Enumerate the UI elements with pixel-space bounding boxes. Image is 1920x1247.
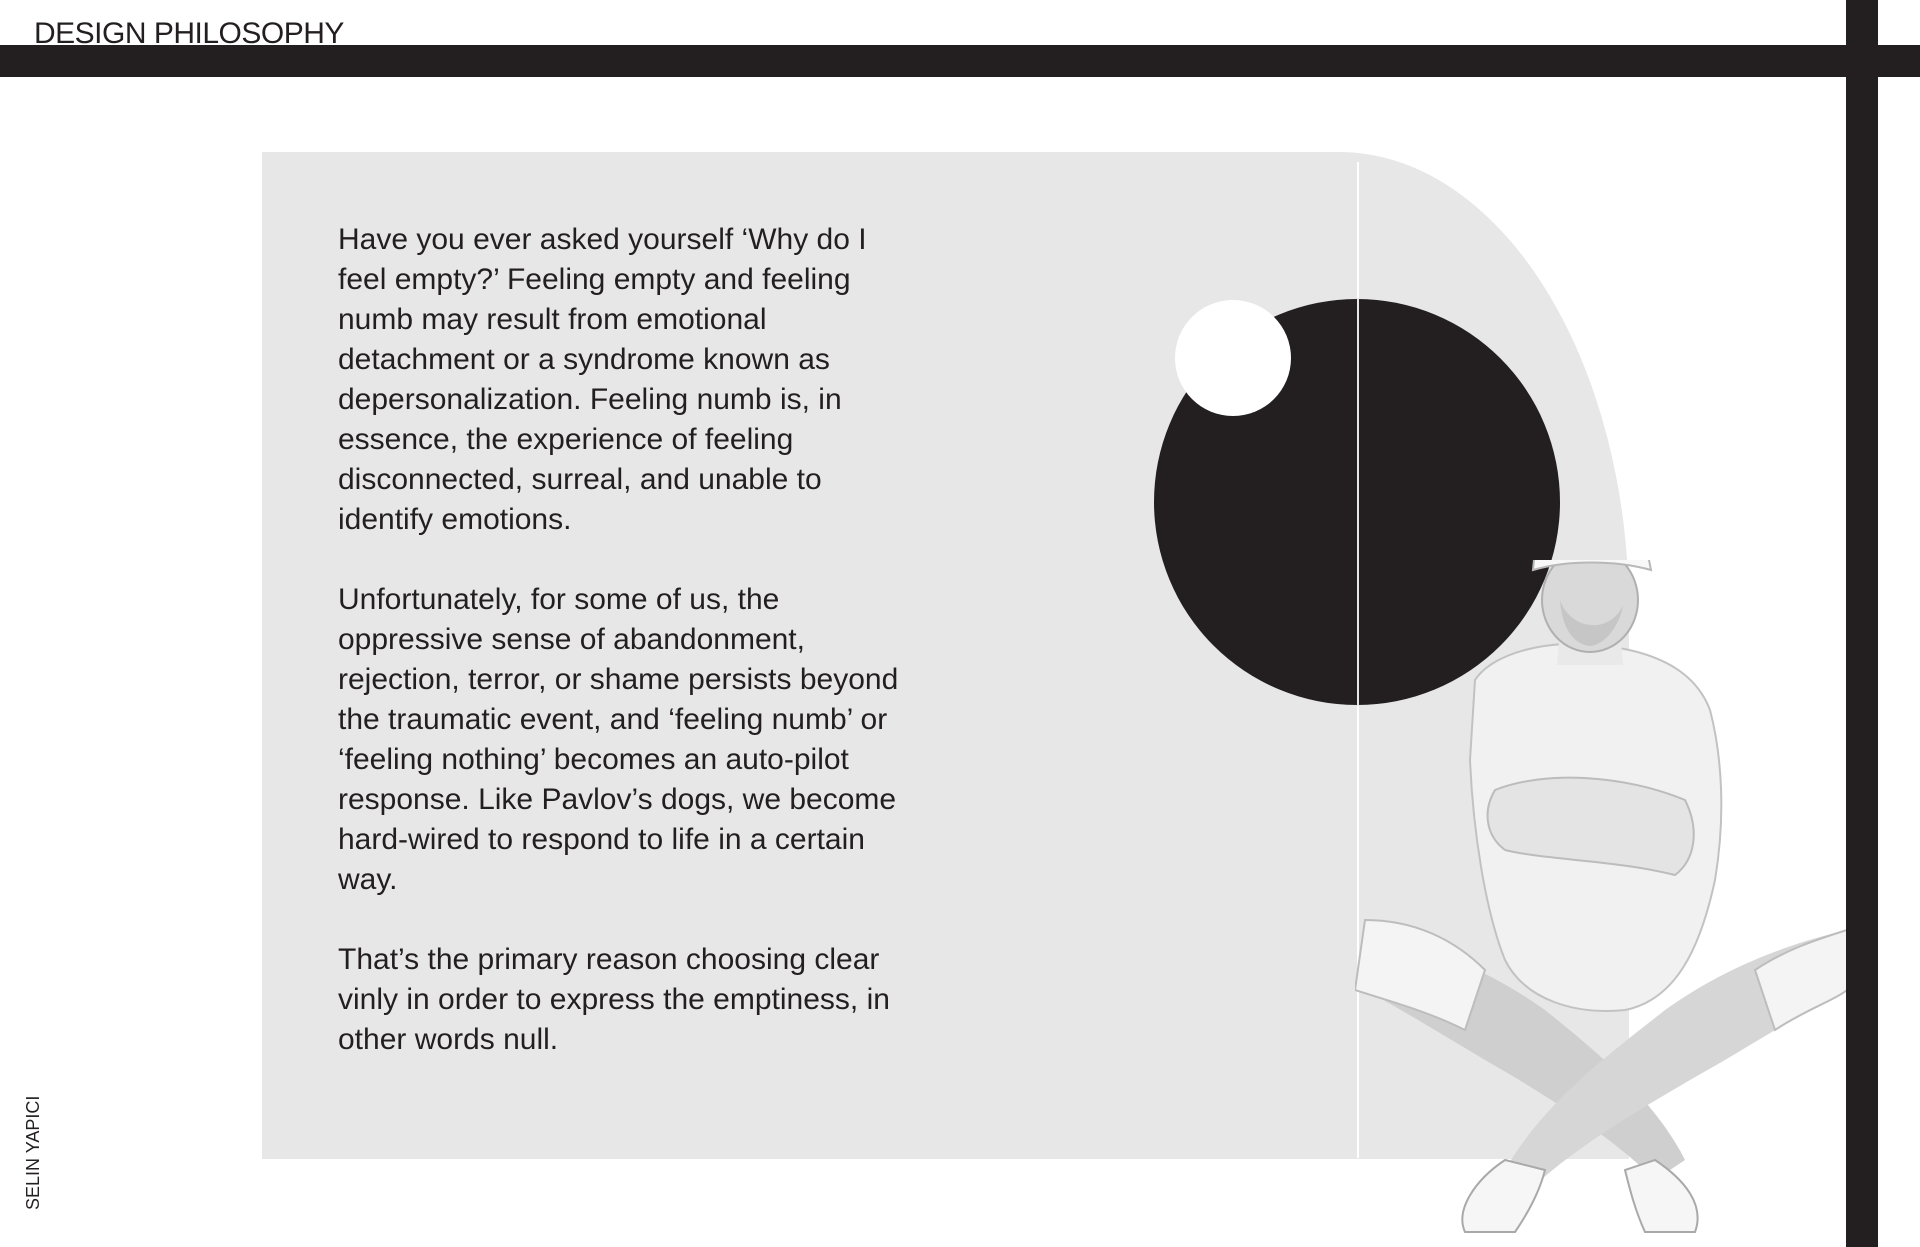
paragraph-2: Unfortunately, for some of us, the oppressive sense of abandonment, rejection, terror, or shame persists beyond the traumatic event, and ‘feeling numb’ or ‘feeling nothing’ becomes an auto-pilot response. Like Pavlov’s dogs, we become hard-wired to respond to life in a certain way. bbox=[338, 583, 899, 896]
paragraph-3: That’s the primary reason choosing clear vinly in order to express the emptiness, in other words null. bbox=[338, 943, 890, 1056]
right-rule-bar bbox=[1846, 0, 1878, 1247]
white-dot bbox=[1175, 300, 1291, 416]
model-photo-illustration bbox=[1355, 560, 1855, 1240]
right-shoe-shape bbox=[1625, 1160, 1698, 1232]
left-shoe-shape bbox=[1462, 1160, 1545, 1232]
author-name: SELIN YAPICI bbox=[23, 1095, 43, 1210]
page-title: DESIGN PHILOSOPHY bbox=[34, 17, 344, 50]
paragraph-1: Have you ever asked yourself ‘Why do I feel empty?’ Feeling empty and feeling numb may result from emotional detachment or a syndrome known as depersonalization. Feeling numb is, in essence, the experience of feeling disconnected, surreal, and unable to identify emotions. bbox=[338, 223, 867, 536]
body-text-block bbox=[338, 220, 918, 1100]
